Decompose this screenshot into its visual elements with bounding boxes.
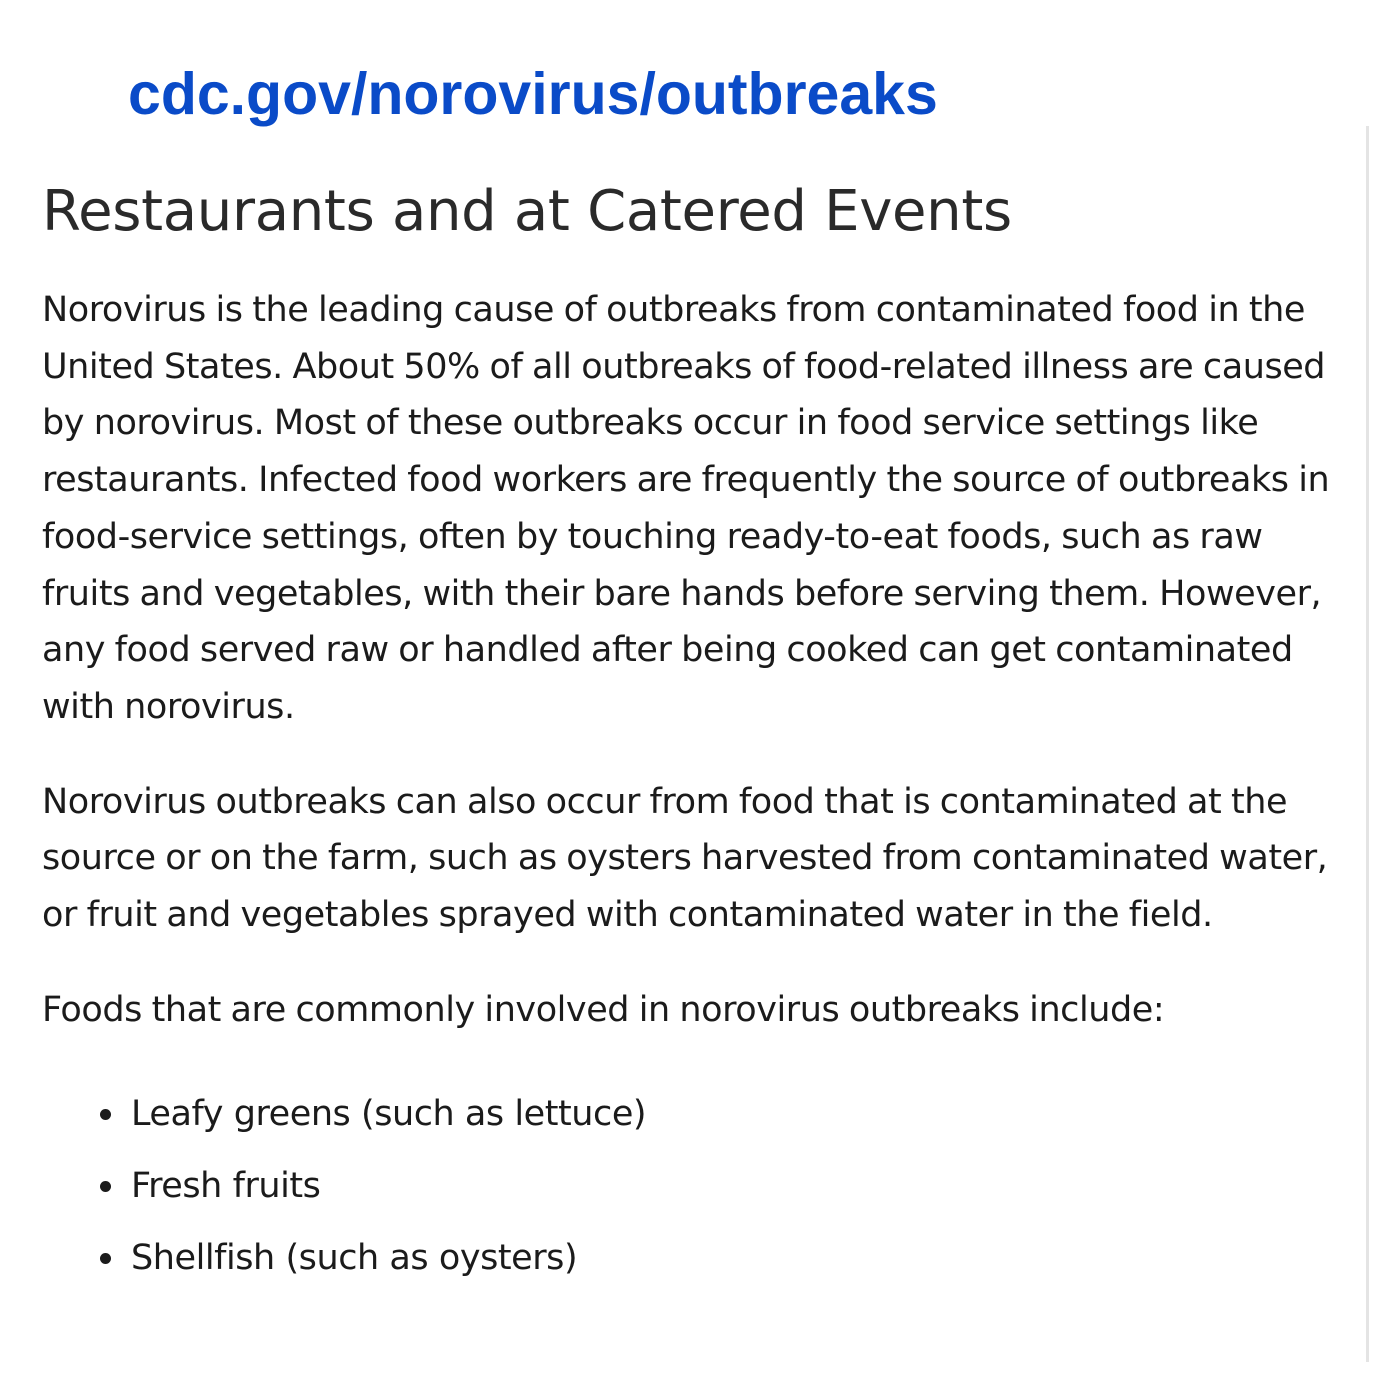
article-content xyxy=(42,172,1360,1294)
list-item-label: Fresh fruits xyxy=(131,1166,321,1207)
bullet-icon xyxy=(100,1253,111,1264)
page-edge-divider xyxy=(1366,126,1369,1362)
bullet-icon xyxy=(100,1109,111,1120)
bullet-icon xyxy=(100,1181,111,1192)
source-url-link[interactable]: cdc.gov/norovirus/outbreaks xyxy=(128,61,938,127)
list-item-leafy-greens xyxy=(42,1078,1360,1150)
list-intro-text: Foods that are commonly involved in norovirus outbreaks include: xyxy=(42,989,1165,1030)
list-item-shellfish xyxy=(42,1222,1360,1294)
paragraph-restaurants: Norovirus is the leading cause of outbreaks from contaminated food in the United States. About 50% of all outbreaks of food-related illness are caused by norovirus. Most of these outbreaks occur in food service settings like restaurants. Infected food workers are frequently the source of outbreaks in food-service settings, often by touching ready-to-eat foods, such as raw fruits and vegetables, with their bare hands before serving them. However, any food served raw or handled after being cooked can get contaminated with norovirus. xyxy=(42,290,1330,727)
page-title: Restaurants and at Catered Events xyxy=(42,179,1012,244)
list-item-fresh-fruits xyxy=(42,1150,1360,1222)
list-item-label: Shellfish (such as oysters) xyxy=(131,1238,578,1279)
food-list xyxy=(42,1078,1360,1294)
list-item-label: Leafy greens (such as lettuce) xyxy=(131,1094,647,1135)
paragraph-farm-source: Norovirus outbreaks can also occur from food that is contaminated at the source or on the farm, such as oysters harvested from contaminated water, or fruit and vegetables sprayed with contaminated water in the field. xyxy=(42,781,1328,936)
